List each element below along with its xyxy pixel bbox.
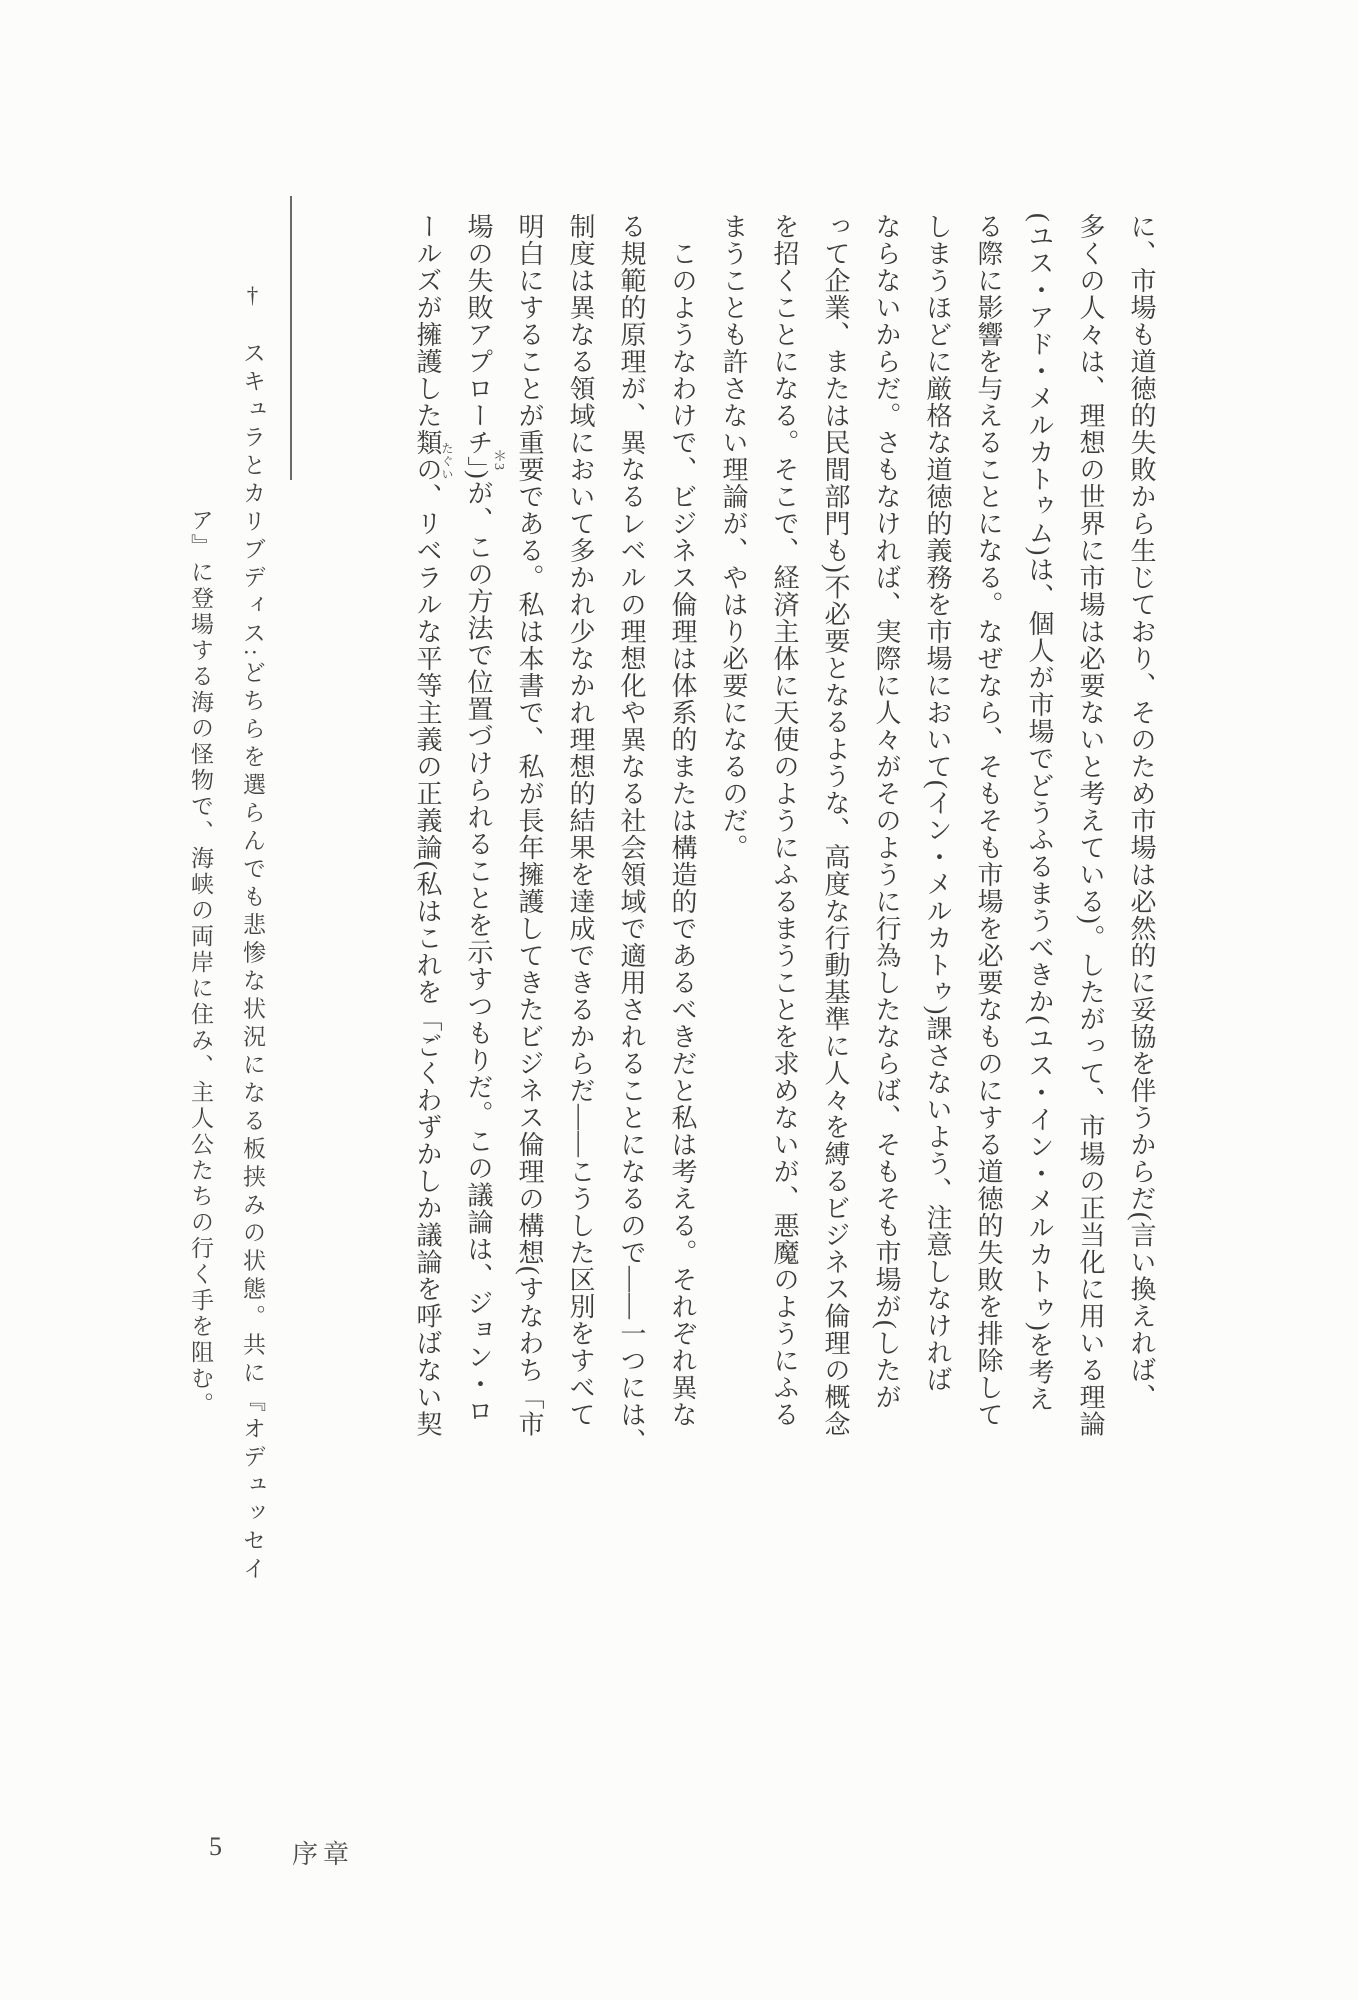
text-column: 多くの人々は、理想の世界に市場は必要ないと考えている)。したがって、市場の正当化に用いる理論 xyxy=(1076,213,1105,1438)
text-column: 明白にすることが重要である。私は本書で、私が長年擁護してきたビジネス倫理の構想(すなわち「市 xyxy=(515,213,544,1438)
text-column: って企業、または民間部門も)不必要となるような、高度な行動基準に人々を縛るビジネス倫理の概念 xyxy=(821,213,850,1438)
text-column: ールズが擁護した類の、リベラルな平等主義の正義論(私はこれを「ごくわずかしか議論を呼ばない契 xyxy=(413,213,442,1438)
main-text-block xyxy=(402,213,1167,1455)
footnote-separator-rule xyxy=(290,196,292,480)
text-column: る規範的原理が、異なるレベルの理想化や異なる社会領域で適用されることになるので――一つには、 xyxy=(617,213,646,1455)
text-column: を招くことになる。そこで、経済主体に天使のようにふるまうことを求めないが、悪魔のようにふる xyxy=(770,213,799,1428)
text-column: しまうほどに厳格な道徳的義務を市場において(イン・メルカトゥ)課さないよう、注意しなければ xyxy=(923,213,952,1394)
text-column: まうことも許さない理論が、やはり必要になるのだ。 xyxy=(719,213,748,861)
text-column: る際に影響を与えることになる。なぜなら、そもそも市場を必要なものにする道徳的失敗を排除して xyxy=(974,213,1003,1428)
furigana-ruby: たぐい xyxy=(440,442,454,481)
chapter-title: 序章 xyxy=(292,1840,355,1869)
footnote-line: ア』に登場する海の怪物で、海峡の両岸に住み、主人公たちの行く手を阻む。 xyxy=(188,508,213,1418)
footnote-line: † スキュラとカリブディス:どちらを選らんでも悲惨な状況になる板挟みの状態。共に『オデュッセイ xyxy=(240,283,265,1585)
text-column: 場の失敗アプローチ」)が、この方法で位置づけられることを示すつもりだ。この議論は、ジョン・ロ xyxy=(464,213,493,1425)
text-column: に、市場も道徳的失敗から生じており、そのため市場は必然的に妥協を伴うからだ(言い換えれば、 xyxy=(1127,213,1156,1411)
text-column: (ユス・アド・メルカトゥム)は、個人が市場でどうふるまうべきか(ユス・イン・メルカトゥ)を考え xyxy=(1025,213,1054,1413)
text-column: ならないからだ。さもなければ、実際に人々がそのように行為したならば、そもそも市場が(したが xyxy=(872,213,901,1411)
footnote-block xyxy=(174,283,278,1584)
text-column-paragraph-start: このようなわけで、ビジネス倫理は体系的または構造的であるべきだと私は考える。それぞれ異な xyxy=(668,213,697,1428)
text-column: 制度は異なる領域において多かれ少なかれ理想的結果を達成できるからだ――こうした区別をすべて xyxy=(566,213,595,1428)
page-number: 5 xyxy=(209,1832,222,1861)
footnote-reference-mark: ＊3 xyxy=(491,449,506,470)
